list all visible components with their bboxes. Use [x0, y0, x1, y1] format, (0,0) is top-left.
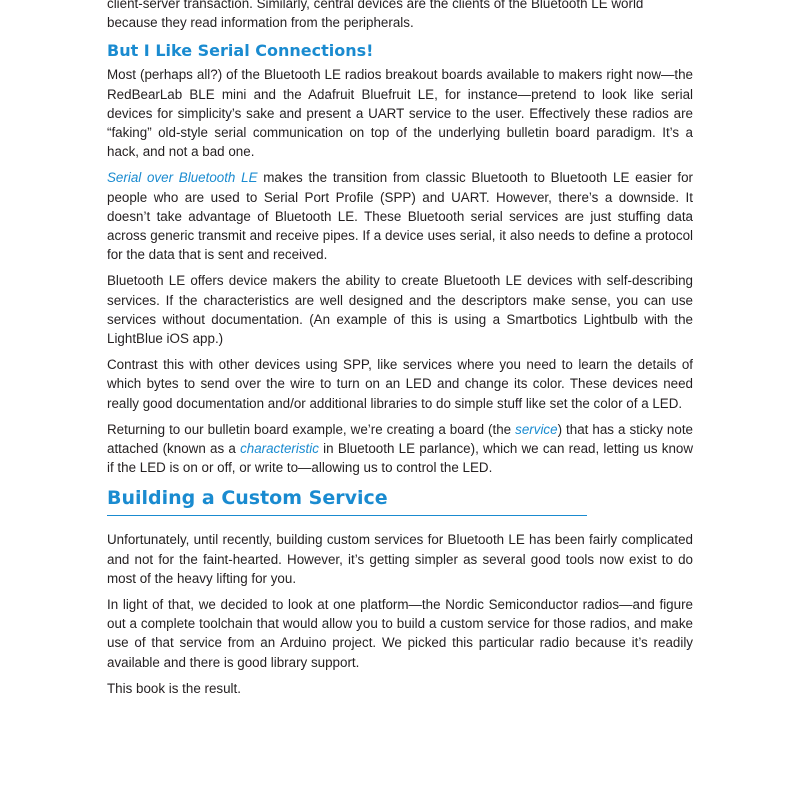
- term-service: service: [515, 421, 558, 437]
- serial-paragraph-1: Most (perhaps all?) of the Bluetooth LE radios breakout boards available to makers right now—the RedBearLab BLE mini and the Adafruit Bluefruit LE, for instance—pretend to look like serial devices for simplicity’s sake and present a UART service to the user. Effectively these radios are “faking” old-style serial communication on top of the underlying bulletin board paradigm. It’s a hack, and not a bad one.: [107, 67, 693, 160]
- serial-paragraph-3: Bluetooth LE offers device makers the ability to create Bluetooth LE devices with self-describing services. If the characteristics are well designed and the descriptors make sense, you can use services without documentation. (An example of this is using a Smartbotics Lightbulb with the LightBlue iOS app.): [107, 273, 693, 347]
- intro-line-2: because they read information from the peripherals.: [107, 15, 414, 31]
- term-characteristic: characteristic: [240, 441, 319, 457]
- custom-paragraph-1: Unfortunately, until recently, building custom services for Bluetooth LE has been fairly complicated and not for the faint-hearted. However, it’s getting simpler as several good tools now exist to do most of the heavy lifting for you.: [107, 532, 693, 586]
- section-divider-gap: [107, 516, 693, 530]
- serial-paragraph-5-part-c: in Bluetooth LE parlance), which we can read, letting us know if the LED is on or off, or write to—allowing us to control the LED.: [107, 441, 694, 476]
- serial-paragraph-4: Contrast this with other devices using SPP, like services where you need to learn the details of which bytes to send over the wire to turn on an LED and change its color. These devices need really good documentation and/or additional libraries to do simple stuff like set the color of a LED.: [107, 357, 693, 411]
- heading-serial-connections: But I Like Serial Connections!: [107, 41, 374, 61]
- custom-paragraph-2: In light of that, we decided to look at one platform—the Nordic Semiconductor radios—and figure out a complete toolchain that would allow you to build a custom service for those radios, and make use of that service from an Arduino project. We picked this particular radio because it’s readily available and there is good library support.: [107, 597, 693, 670]
- serial-paragraph-2-body: makes the transition from classic Bluetooth to Bluetooth LE easier for people who are used to Serial Port Profile (SPP) and UART. However, there’s a downside. It doesn’t take advantage of Bluetooth LE. These Bluetooth serial services are just stuffing data across generic transmit and receive pipes. If a device uses serial, it also needs to define a protocol for the data that is sent and received.: [107, 170, 693, 263]
- intro-paragraph: [107, 0, 693, 32]
- serial-over-ble-link[interactable]: Serial over Bluetooth LE: [107, 170, 258, 186]
- serial-paragraph-5-part-b: ) that has a sticky note attached (known as a: [107, 421, 693, 457]
- serial-paragraph-5-part-a: Returning to our bulletin board example, we’re creating a board (the: [107, 421, 516, 437]
- serial-paragraph-2: [107, 168, 693, 264]
- heading-custom-service: Building a Custom Service: [107, 485, 587, 516]
- custom-paragraph-3: This book is the result.: [107, 680, 241, 696]
- serial-paragraph-5: [107, 420, 693, 478]
- intro-line-1: client-server transaction. Similarly, central devices are the clients of the Bluetooth LE world: [107, 0, 644, 11]
